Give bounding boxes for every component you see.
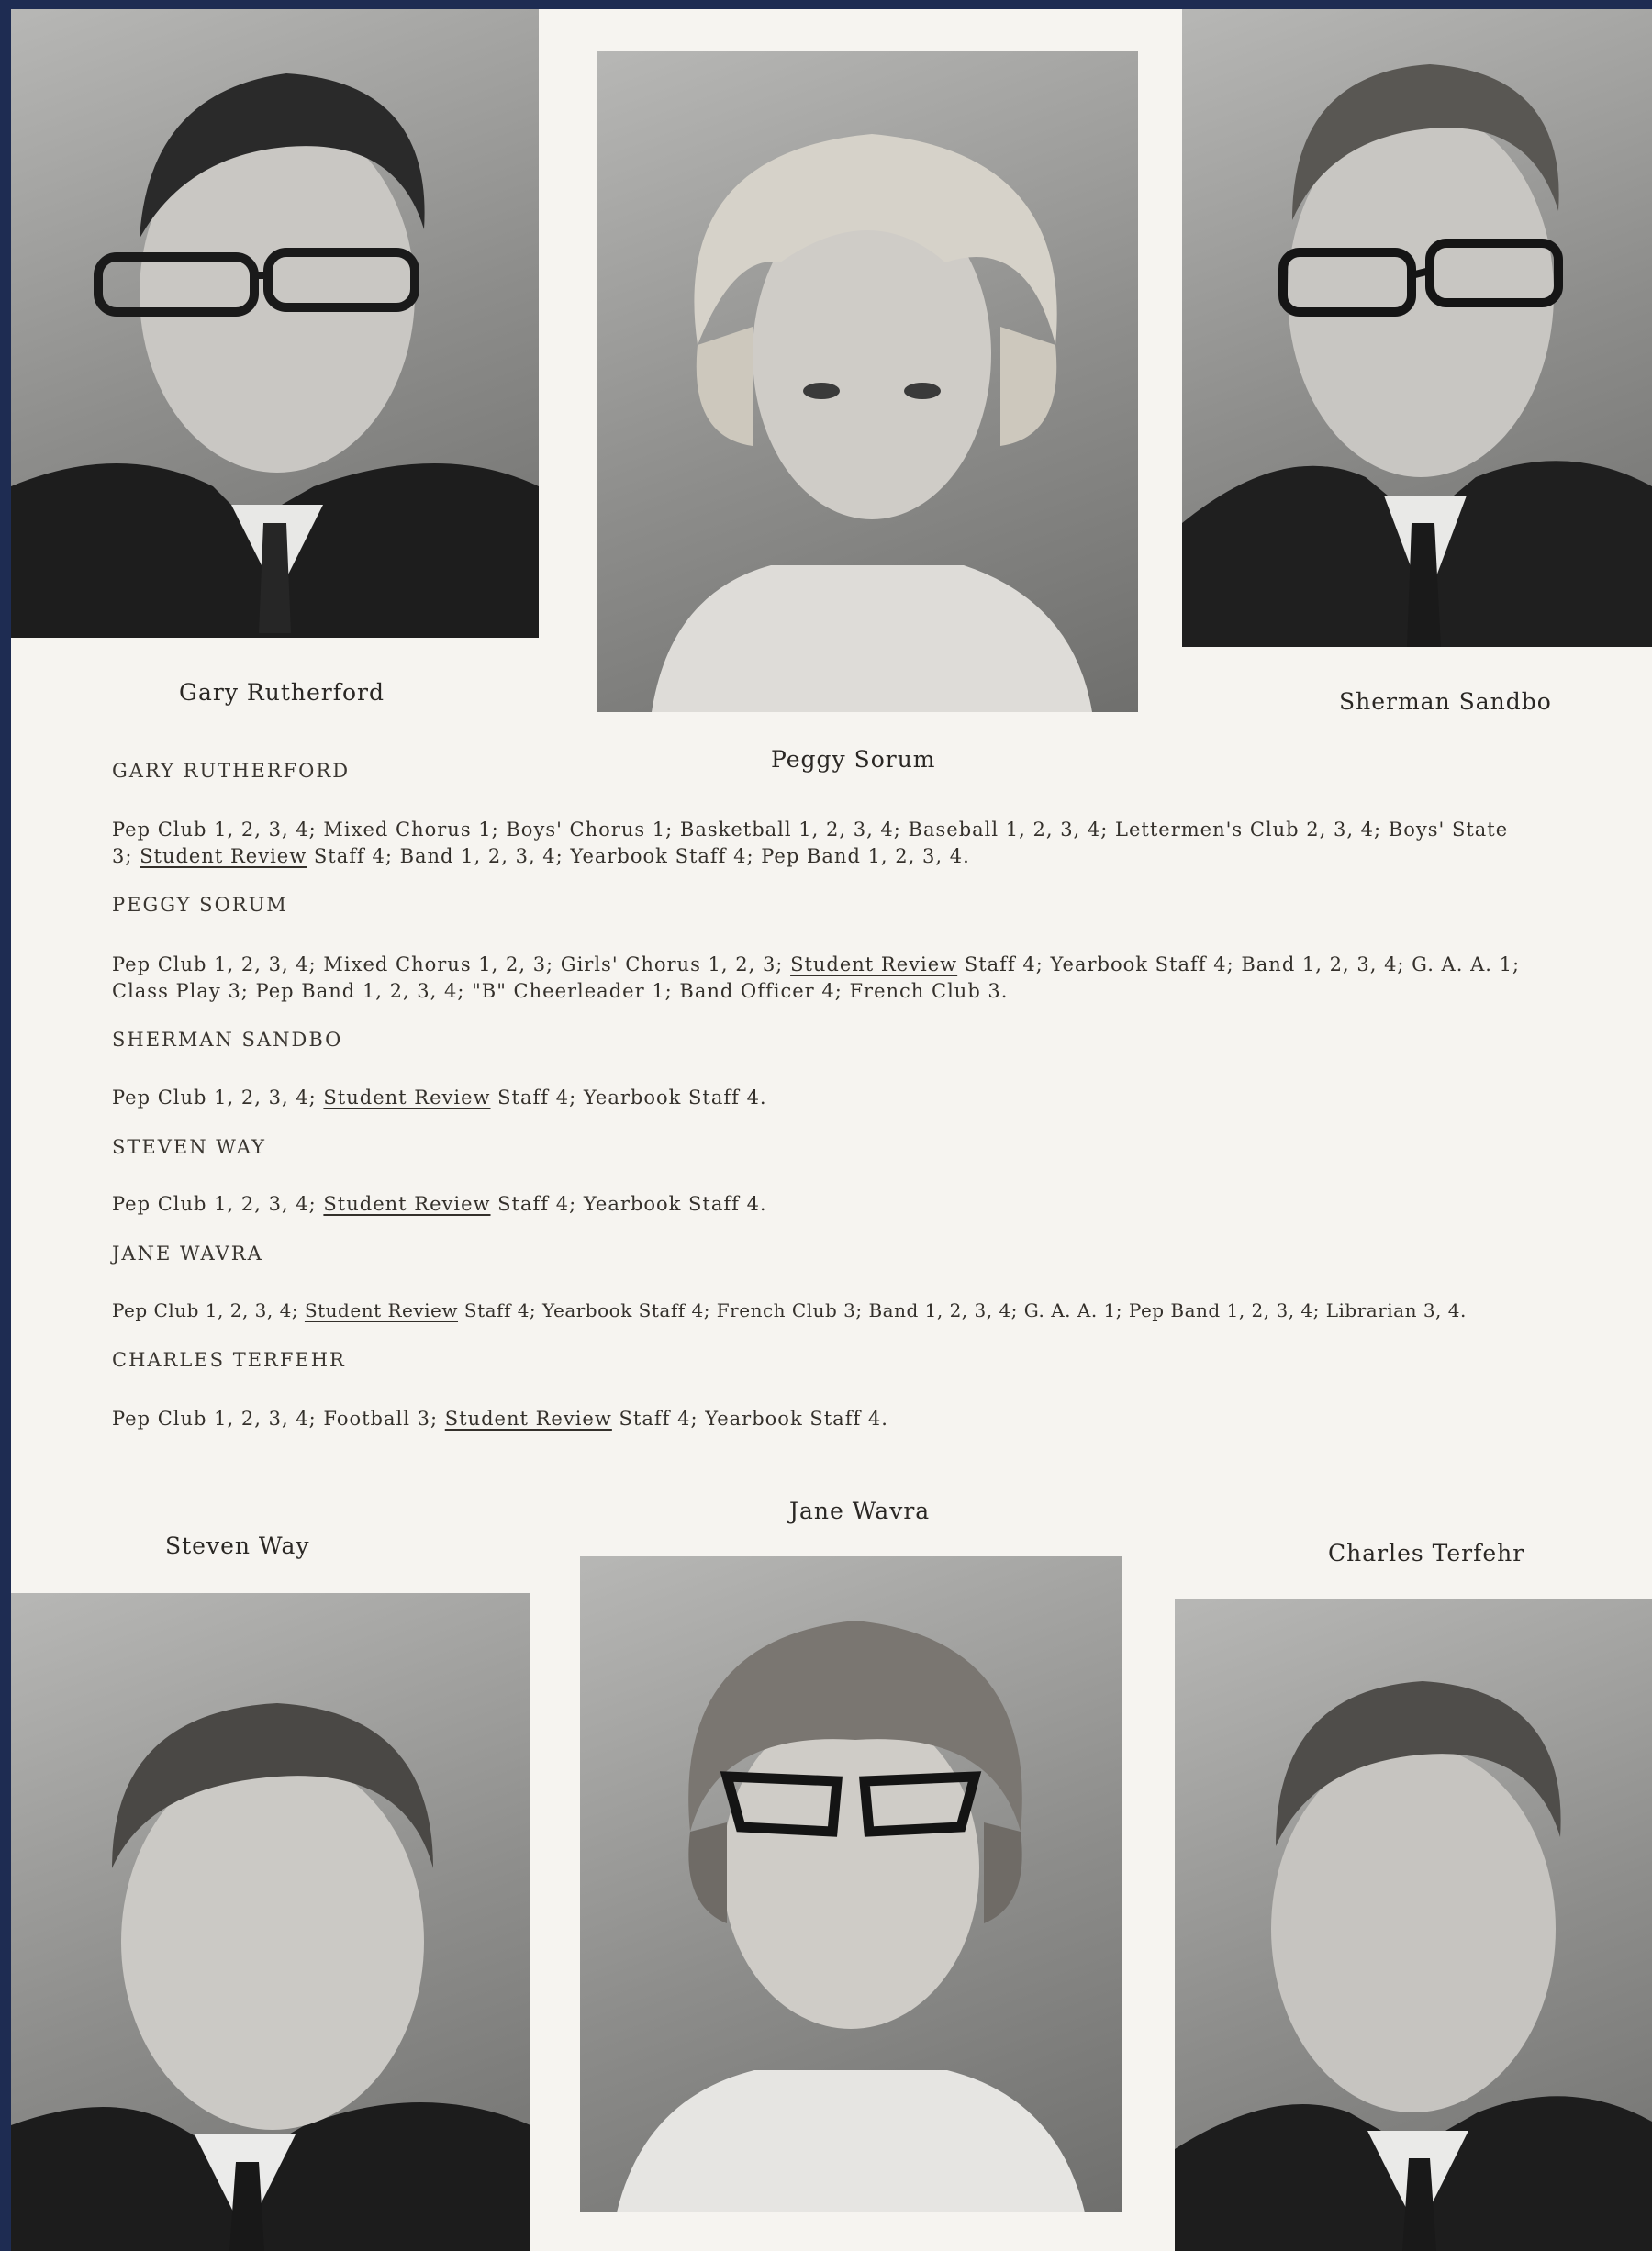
bio-heading-jane: JANE WAVRA <box>112 1243 263 1265</box>
bio-text-peggy <box>112 952 1652 1005</box>
portrait-peggy-sorum <box>597 51 1138 712</box>
bio-line <box>112 1298 1652 1324</box>
bio-text: Pep Club 1, 2, 3, 4; Mixed Chorus 1; Boys' Chorus 1; Basketball 1, 2, 3, 4; Baseball 1, 2, 3, 4; Lettermen's Club 2, 3, 4; Boys' State <box>112 819 1509 841</box>
bio-line <box>112 817 1652 843</box>
caption-peggy-sorum: Peggy Sorum <box>771 746 936 773</box>
underlined-publication: Student Review <box>790 953 958 975</box>
bio-text: Staff 4; Yearbook Staff 4. <box>490 1086 767 1109</box>
bio-heading-peggy: PEGGY SORUM <box>112 894 288 916</box>
bio-heading-gary: GARY RUTHERFORD <box>112 760 351 782</box>
bio-text: Staff 4; Yearbook Staff 4; Band 1, 2, 3, 4; G. A. A. 1; <box>957 953 1521 975</box>
bio-heading-charles: CHARLES TERFEHR <box>112 1349 346 1371</box>
bio-text: 3; <box>112 845 140 867</box>
bio-text-steven <box>112 1191 1652 1218</box>
portrait-steven-way <box>11 1593 530 2251</box>
bio-text: Pep Club 1, 2, 3, 4; Mixed Chorus 1, 2, 3; Girls' Chorus 1, 2, 3; <box>112 953 791 975</box>
bio-text: Staff 4; Yearbook Staff 4. <box>611 1408 888 1430</box>
caption-steven-way: Steven Way <box>165 1532 310 1559</box>
portrait-gary-rutherford <box>11 9 539 638</box>
bio-heading-sherman: SHERMAN SANDBO <box>112 1029 343 1051</box>
portrait-charles-terfehr <box>1175 1599 1652 2251</box>
caption-gary-rutherford: Gary Rutherford <box>179 679 385 706</box>
caption-jane-wavra: Jane Wavra <box>789 1498 931 1524</box>
bio-line <box>112 952 1652 978</box>
caption-charles-terfehr: Charles Terfehr <box>1328 1540 1525 1566</box>
bio-text-gary <box>112 817 1652 870</box>
bio-heading-steven: STEVEN WAY <box>112 1136 266 1158</box>
bio-text: Staff 4; Band 1, 2, 3, 4; Yearbook Staff 4; Pep Band 1, 2, 3, 4. <box>307 845 970 867</box>
portrait-sherman-sandbo <box>1182 9 1652 647</box>
underlined-publication: Student Review <box>444 1408 612 1430</box>
bio-text: Staff 4; Yearbook Staff 4; French Club 3; Band 1, 2, 3, 4; G. A. A. 1; Pep Band 1, 2, 3, 4; Librarian 3, 4. <box>458 1299 1467 1321</box>
bio-text: Class Play 3; Pep Band 1, 2, 3, 4; "B" Cheerleader 1; Band Officer 4; French Club 3. <box>112 980 1009 1002</box>
portrait-jane-wavra <box>580 1556 1122 2212</box>
bio-text: Pep Club 1, 2, 3, 4; Football 3; <box>112 1408 445 1430</box>
yearbook-page <box>11 9 1652 2251</box>
underlined-publication: Student Review <box>323 1086 491 1109</box>
bio-text: Pep Club 1, 2, 3, 4; <box>112 1086 324 1109</box>
bio-text: Pep Club 1, 2, 3, 4; <box>112 1193 324 1215</box>
underlined-publication: Student Review <box>304 1299 459 1321</box>
bio-text-charles <box>112 1406 1652 1432</box>
underlined-publication: Student Review <box>323 1193 491 1215</box>
bio-text: Staff 4; Yearbook Staff 4. <box>490 1193 767 1215</box>
caption-sherman-sandbo: Sherman Sandbo <box>1339 688 1552 715</box>
bio-line <box>112 1085 1652 1111</box>
bio-line <box>112 843 1652 870</box>
underlined-publication: Student Review <box>140 845 307 867</box>
bio-line <box>112 1191 1652 1218</box>
bio-line <box>112 1406 1652 1432</box>
bio-text-jane <box>112 1298 1652 1324</box>
bio-line <box>112 978 1652 1005</box>
bio-text-sherman <box>112 1085 1652 1111</box>
bio-text: Pep Club 1, 2, 3, 4; <box>112 1299 305 1321</box>
